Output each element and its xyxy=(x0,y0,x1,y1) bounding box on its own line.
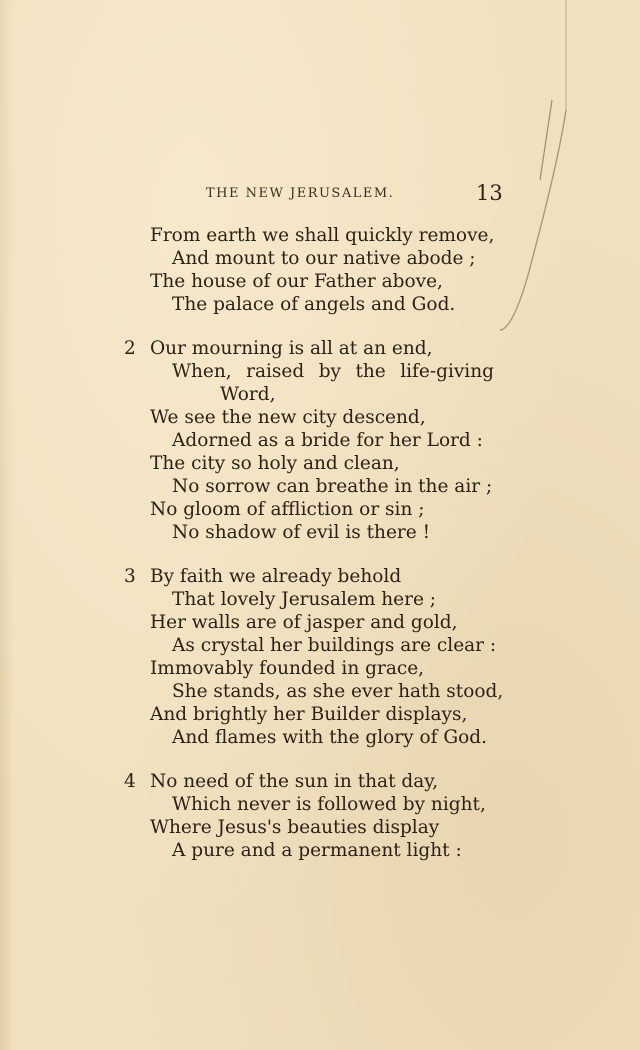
stanza-1 xyxy=(0,224,640,316)
verse-line: And mount to our native abode ; xyxy=(172,248,476,269)
verse-line: By faith we already behold xyxy=(150,566,402,587)
page-number: 13 xyxy=(476,181,503,205)
stanza-4 xyxy=(0,770,640,862)
verse-line: The city so holy and clean, xyxy=(150,453,400,474)
verse-line: Her walls are of jasper and gold, xyxy=(150,612,458,633)
verse-line: No gloom of affliction or sin ; xyxy=(150,499,425,520)
verse-line: That lovely Jerusalem here ; xyxy=(172,589,437,610)
verse-line: And brightly her Builder displays, xyxy=(150,704,468,725)
verse-line: The house of our Father above, xyxy=(150,271,443,292)
verse-line: Adorned as a bride for her Lord : xyxy=(172,430,483,451)
stanza-2 xyxy=(0,337,640,544)
verse-line: No shadow of evil is there ! xyxy=(172,522,431,543)
hymn-text xyxy=(0,224,640,883)
verse-line: From earth we shall quickly remove, xyxy=(150,225,495,246)
running-head: THE NEW JERUSALEM. xyxy=(206,186,395,201)
stanza-number: 3 xyxy=(124,566,136,587)
stanza-number: 4 xyxy=(124,771,136,792)
verse-line: No sorrow can breathe in the air ; xyxy=(172,476,493,497)
verse-line: The palace of angels and God. xyxy=(172,294,456,315)
verse-line: She stands, as she ever hath stood, xyxy=(172,681,504,702)
verse-line: A pure and a permanent light : xyxy=(172,840,462,861)
stanza-3 xyxy=(0,565,640,749)
verse-line: No need of the sun in that day, xyxy=(150,771,439,792)
verse-line: Where Jesus's beauties display xyxy=(150,817,440,838)
stanza-number: 2 xyxy=(124,338,136,359)
verse-line: Our mourning is all at an end, xyxy=(150,338,433,359)
verse-line: When, raised by the life-giving xyxy=(172,361,494,382)
verse-line: Which never is followed by night, xyxy=(172,794,486,815)
verse-line-turnover: Word, xyxy=(220,384,276,405)
verse-line: We see the new city descend, xyxy=(150,407,426,428)
verse-line: And flames with the glory of God. xyxy=(172,727,487,748)
verse-line: Immovably founded in grace, xyxy=(150,658,425,679)
verse-line: As crystal her buildings are clear : xyxy=(172,635,497,656)
